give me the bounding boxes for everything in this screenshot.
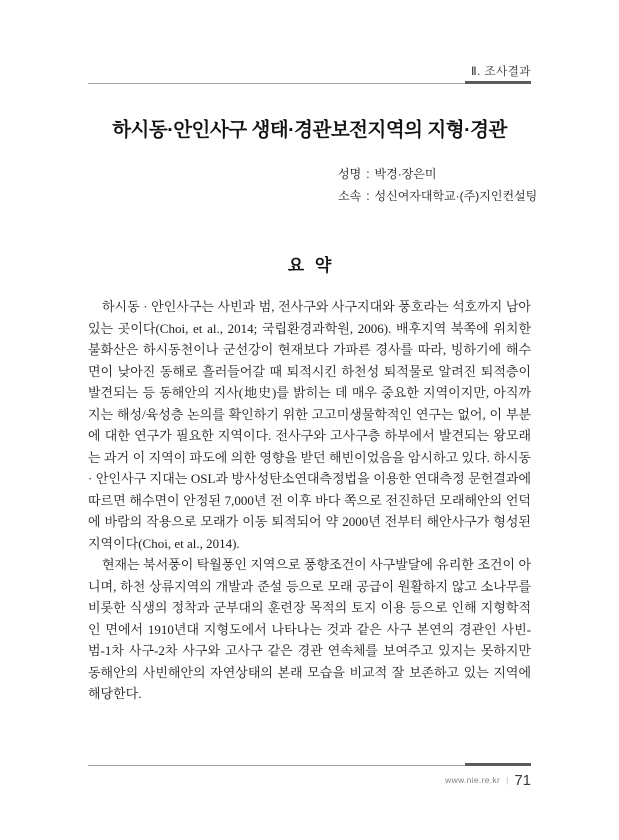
abstract-heading: 요 약	[287, 256, 332, 275]
page-title: 하시동·안인사구 생태·경관보전지역의 지형·경관	[112, 119, 507, 141]
author-name-row	[338, 163, 537, 185]
author-affiliation-label: 소속	[338, 189, 362, 203]
footer-separator: |	[506, 775, 509, 785]
footer	[445, 772, 531, 790]
header-section-label: Ⅱ. 조사결과	[471, 66, 531, 78]
author-affiliation-value: 성신여자대학교·(주)지인컨설팅	[374, 189, 538, 203]
author-affiliation-row	[338, 185, 537, 207]
abstract-paragraph-1: 하시동 · 안인사구는 사빈과 범, 전사구와 사구지대와 풍호라는 석호까지 남아 있는 곳이다(Choi, et al., 2014; 국립환경과학원, 2006). 배후지역 북쪽에 위치한 불화산은 하시동천이나 군선강이 현재보다 가파른 경사를 따라, 빙하기에 해수면이 낮아진 동해로 흘러들어갈 때 퇴적시킨 하천성 퇴적물로 알려진 퇴적층이 발견되는 등 동해안의 지사(地史)를 밝히는 데 매우 중요한 지역이지만, 아직까지는 해성/육성층 논의를 확인하기 위한 고고미생물학적인 연구는 없어, 이 부분에 대한 연구가 필요한 지역이다. 전사구와 고사구층 하부에서 발견되는 왕모래는 과거 이 지역이 파도에 의한 영향을 받던 해빈이었음을 암시하고 있다. 하시동 · 안인사구 지대는 OSL과 방사성탄소연대측정법을 이용한 연대측정 문헌결과에 따르면 해수면이 안정된 7,000년 전 이후 바다 쪽으로 전진하던 모래해안의 언덕에 바람의 작용으로 모래가 이동 퇴적되어 약 2000년 전부터 해안사구가 형성된 지역이다(Choi, et al., 2014).	[88, 299, 531, 551]
header-rule-accent	[465, 81, 531, 84]
footer-site-url: www.nie.re.kr	[445, 775, 501, 785]
author-block	[338, 163, 537, 207]
abstract-paragraph-2: 현재는 북서풍이 탁월풍인 지역으로 풍향조건이 사구발달에 유리한 조건이 아니며, 하천 상류지역의 개발과 준설 등으로 모래 공급이 원활하지 않고 소나무를 비롯한 식생의 정착과 군부대의 훈련장 목적의 토지 이용 등으로 인해 지형학적인 면에서 1910년대 지형도에서 나타나는 것과 같은 사구 본연의 경관인 사빈-범-1차 사구-2차 사구와 고사구 같은 경관 연속체를 보여주고 있지는 못하지만 동해안의 사빈해안의 자연상태의 본래 모습을 비교적 잘 보존하고 있는 지역에 해당한다.	[88, 557, 531, 701]
author-name-label: 성명	[338, 167, 362, 181]
author-name-value: 박경·장은미	[374, 167, 437, 181]
footer-page-number: 71	[514, 772, 531, 789]
author-name-colon: :	[366, 167, 370, 181]
author-affiliation-colon: :	[366, 189, 370, 203]
footer-rule-accent	[465, 763, 531, 766]
abstract-body	[88, 296, 531, 705]
